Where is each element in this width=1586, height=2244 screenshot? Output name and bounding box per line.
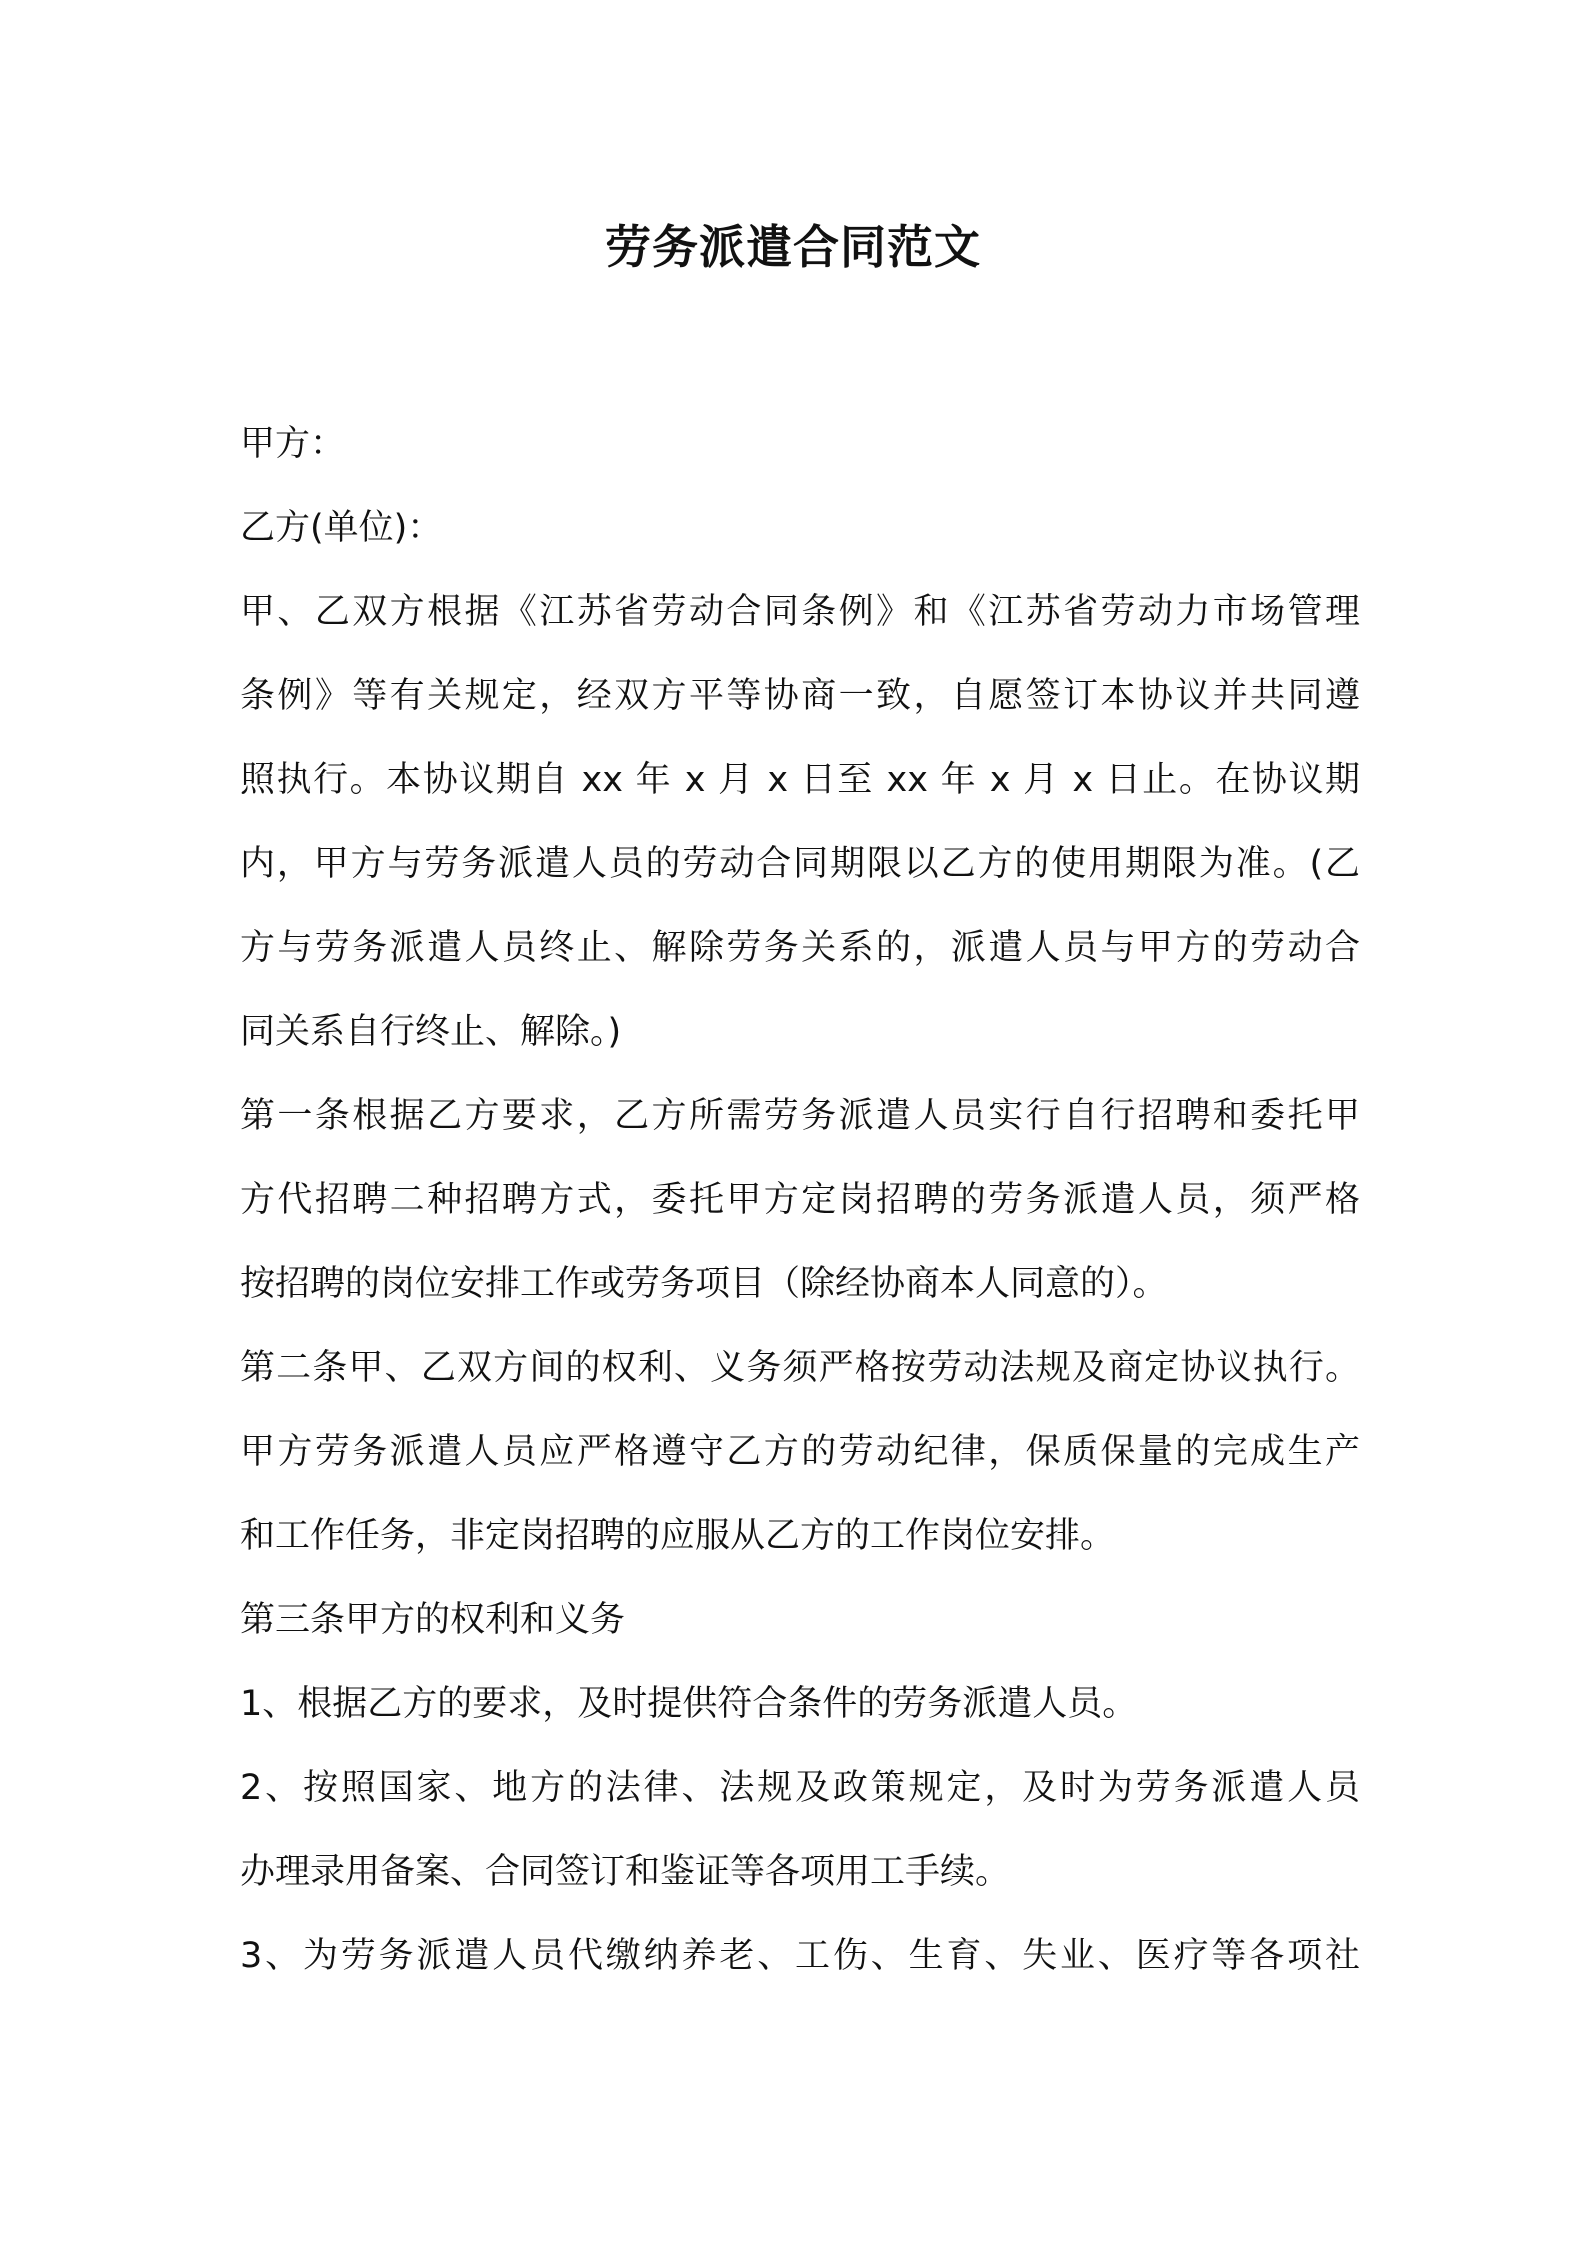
- body-line: 办理录用备案、合同签订和鉴证等各项用工手续。: [240, 1852, 1011, 1892]
- body-line: 3、为劳务派遣人员代缴纳养老、工伤、生育、失业、医疗等各项社: [240, 1936, 1360, 1976]
- body-line: 甲、乙双方根据《江苏省劳动合同条例》和《江苏省劳动力市场管理: [240, 592, 1360, 632]
- body-line: 照执行。本协议期自 xx 年 x 月 x 日至 xx 年 x 月 x 日止。在协议期: [240, 760, 1360, 800]
- document-title: 劳务派遣合同范文: [605, 220, 981, 274]
- body-line: 乙方(单位)：: [240, 508, 443, 548]
- body-line: 同关系自行终止、解除。): [240, 1012, 622, 1052]
- body-line: 和工作任务，非定岗招聘的应服从乙方的工作岗位安排。: [240, 1516, 1116, 1556]
- body-line: 方代招聘二种招聘方式，委托甲方定岗招聘的劳务派遣人员，须严格: [240, 1180, 1360, 1220]
- document-body: [240, 402, 1360, 1998]
- body-line: 按招聘的岗位安排工作或劳务项目（除经协商本人同意的）。: [240, 1264, 1168, 1304]
- body-line: 2、按照国家、地方的法律、法规及政策规定，及时为劳务派遣人员: [240, 1768, 1360, 1808]
- body-line: 内，甲方与劳务派遣人员的劳动合同期限以乙方的使用期限为准。(乙: [240, 844, 1360, 884]
- body-line: 方与劳务派遣人员终止、解除劳务关系的，派遣人员与甲方的劳动合: [240, 928, 1360, 968]
- body-line: 第一条根据乙方要求，乙方所需劳务派遣人员实行自行招聘和委托甲: [240, 1096, 1360, 1136]
- body-line: 甲方劳务派遣人员应严格遵守乙方的劳动纪律，保质保量的完成生产: [240, 1432, 1360, 1472]
- body-line: 1、根据乙方的要求，及时提供符合条件的劳务派遣人员。: [240, 1684, 1138, 1724]
- body-line: 第三条甲方的权利和义务: [240, 1600, 626, 1640]
- body-line: 甲方：: [240, 424, 346, 464]
- body-line: 第二条甲、乙双方间的权利、义务须严格按劳动法规及商定协议执行。: [240, 1348, 1360, 1388]
- body-line: 条例》等有关规定，经双方平等协商一致，自愿签订本协议并共同遵: [240, 676, 1360, 716]
